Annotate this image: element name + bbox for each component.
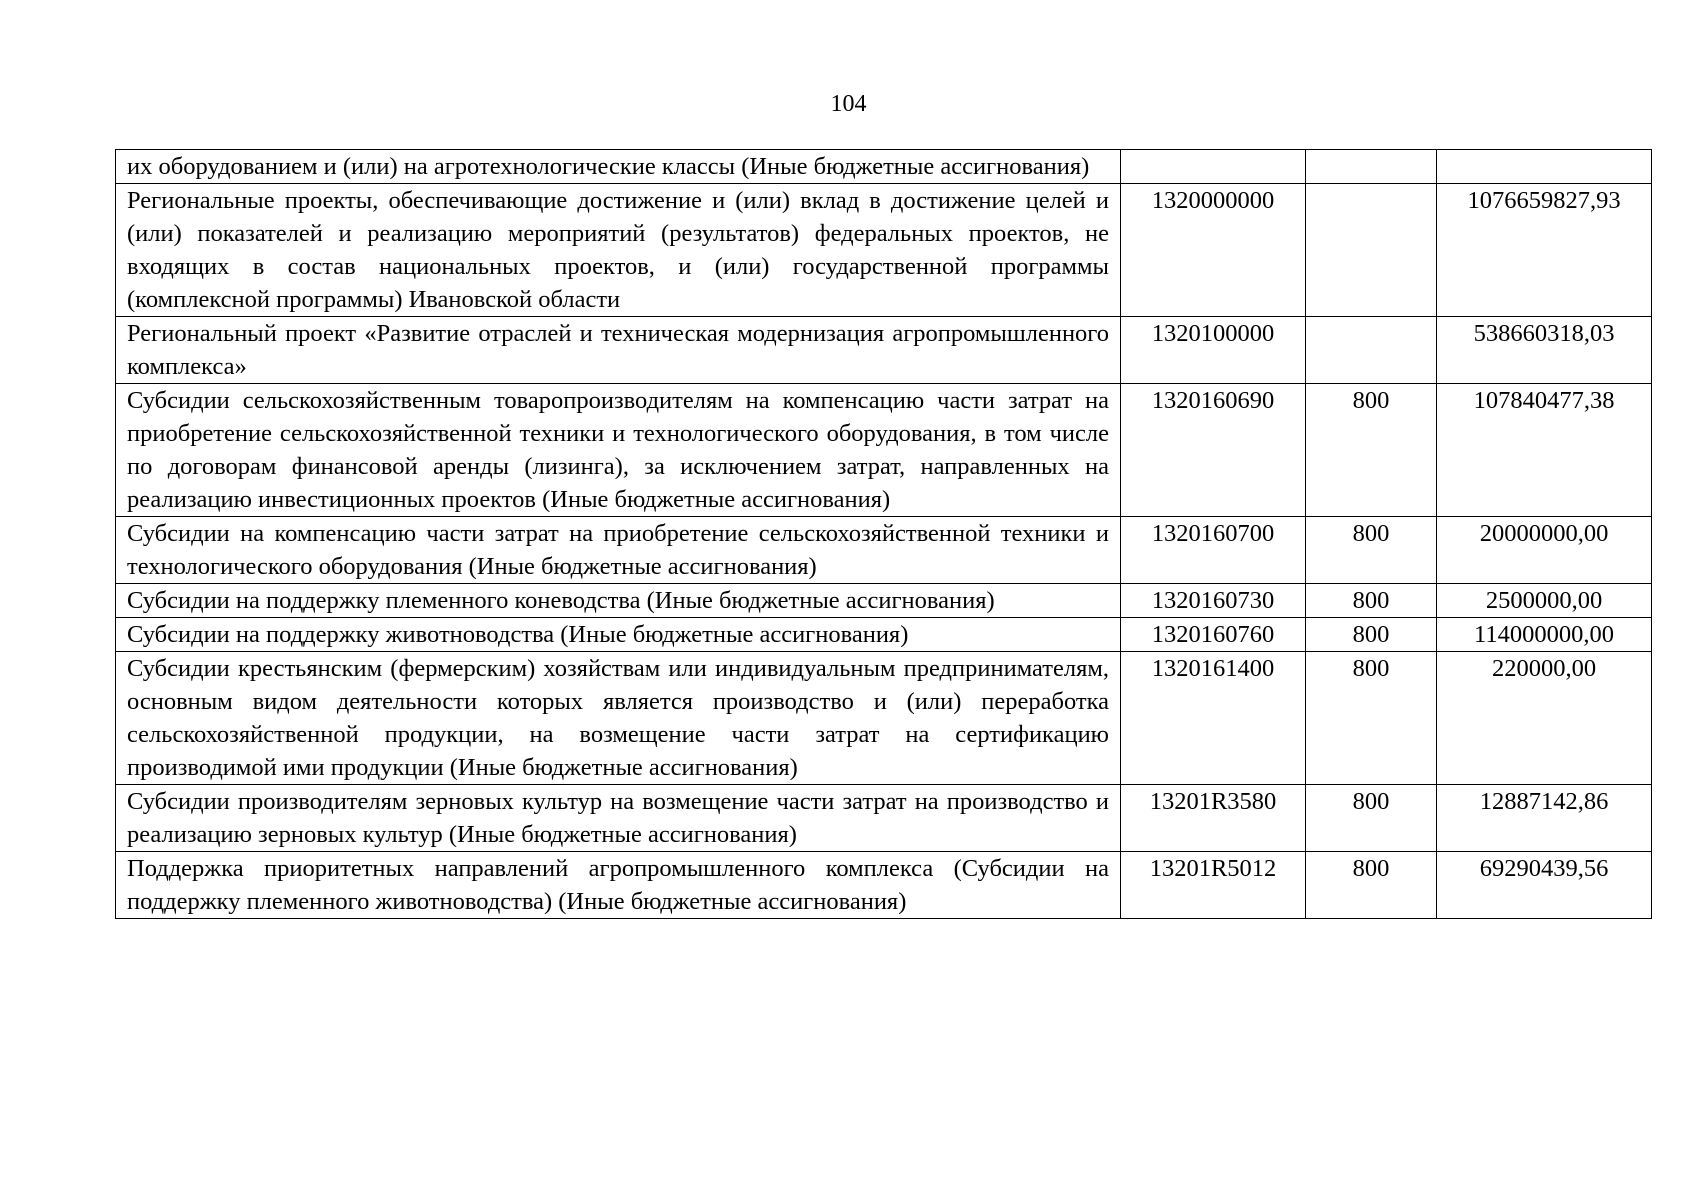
row-code: 1320160700 [1121, 517, 1306, 584]
row-expense-type: 800 [1306, 852, 1437, 919]
row-code: 1320000000 [1121, 184, 1306, 317]
row-expense-type: 800 [1306, 517, 1437, 584]
row-expense-type: 800 [1306, 584, 1437, 618]
table-row [116, 317, 1652, 384]
row-description: Субсидии производителям зерновых культур на возмещение части затрат на производство и реализацию зерновых культур (Иные бюджетные ассигнования) [116, 785, 1121, 852]
table-row [116, 584, 1652, 618]
row-code: 1320160760 [1121, 618, 1306, 652]
row-description: Региональный проект «Развитие отраслей и техническая модернизация агропромышленного комплекса» [116, 317, 1121, 384]
row-amount: 107840477,38 [1437, 384, 1652, 517]
table-row [116, 517, 1652, 584]
row-code: 13201R5012 [1121, 852, 1306, 919]
table-row [116, 384, 1652, 517]
row-amount [1437, 150, 1652, 184]
row-amount: 220000,00 [1437, 652, 1652, 785]
row-description: Субсидии крестьянским (фермерским) хозяйствам или индивидуальным предпринимателям, основным видом деятельности которых является производство и (или) переработка сельскохозяйственной продукции, на возмещение части затрат на сертификацию производимой ими продукции (Иные бюджетные ассигнования) [116, 652, 1121, 785]
budget-table-body [116, 150, 1652, 919]
row-amount: 69290439,56 [1437, 852, 1652, 919]
table-row [116, 652, 1652, 785]
row-amount: 114000000,00 [1437, 618, 1652, 652]
row-code [1121, 150, 1306, 184]
row-amount: 20000000,00 [1437, 517, 1652, 584]
row-code: 1320160730 [1121, 584, 1306, 618]
row-expense-type: 800 [1306, 652, 1437, 785]
row-expense-type [1306, 317, 1437, 384]
row-description: Субсидии на поддержку племенного коневодства (Иные бюджетные ассигнования) [116, 584, 1121, 618]
row-amount: 2500000,00 [1437, 584, 1652, 618]
row-code: 1320160690 [1121, 384, 1306, 517]
table-row [116, 618, 1652, 652]
row-description: Региональные проекты, обеспечивающие достижение и (или) вклад в достижение целей и (или) показателей и реализацию мероприятий (результатов) федеральных проектов, не входящих в состав национальных проектов, и (или) государственной программы (комплексной программы) Ивановской области [116, 184, 1121, 317]
table-row [116, 852, 1652, 919]
row-amount: 1076659827,93 [1437, 184, 1652, 317]
row-description: Субсидии на поддержку животноводства (Иные бюджетные ассигнования) [116, 618, 1121, 652]
row-expense-type: 800 [1306, 785, 1437, 852]
page-number: 104 [830, 91, 867, 117]
table-row [116, 785, 1652, 852]
table-row [116, 150, 1652, 184]
row-expense-type [1306, 184, 1437, 317]
row-code: 1320161400 [1121, 652, 1306, 785]
row-description: их оборудованием и (или) на агротехнологические классы (Иные бюджетные ассигнования) [116, 150, 1121, 184]
row-description: Субсидии сельскохозяйственным товаропроизводителям на компенсацию части затрат на приобретение сельскохозяйственной техники и технологического оборудования, в том числе по договорам финансовой аренды (лизинга), за исключением затрат, направленных на реализацию инвестиционных проектов (Иные бюджетные ассигнования) [116, 384, 1121, 517]
table-row [116, 184, 1652, 317]
row-code: 1320100000 [1121, 317, 1306, 384]
row-code: 13201R3580 [1121, 785, 1306, 852]
row-amount: 12887142,86 [1437, 785, 1652, 852]
row-expense-type: 800 [1306, 618, 1437, 652]
row-amount: 538660318,03 [1437, 317, 1652, 384]
row-description: Субсидии на компенсацию части затрат на приобретение сельскохозяйственной техники и технологического оборудования (Иные бюджетные ассигнования) [116, 517, 1121, 584]
row-expense-type: 800 [1306, 384, 1437, 517]
row-expense-type [1306, 150, 1437, 184]
row-description: Поддержка приоритетных направлений агропромышленного комплекса (Субсидии на поддержку племенного животноводства) (Иные бюджетные ассигнования) [116, 852, 1121, 919]
budget-table [115, 149, 1652, 919]
